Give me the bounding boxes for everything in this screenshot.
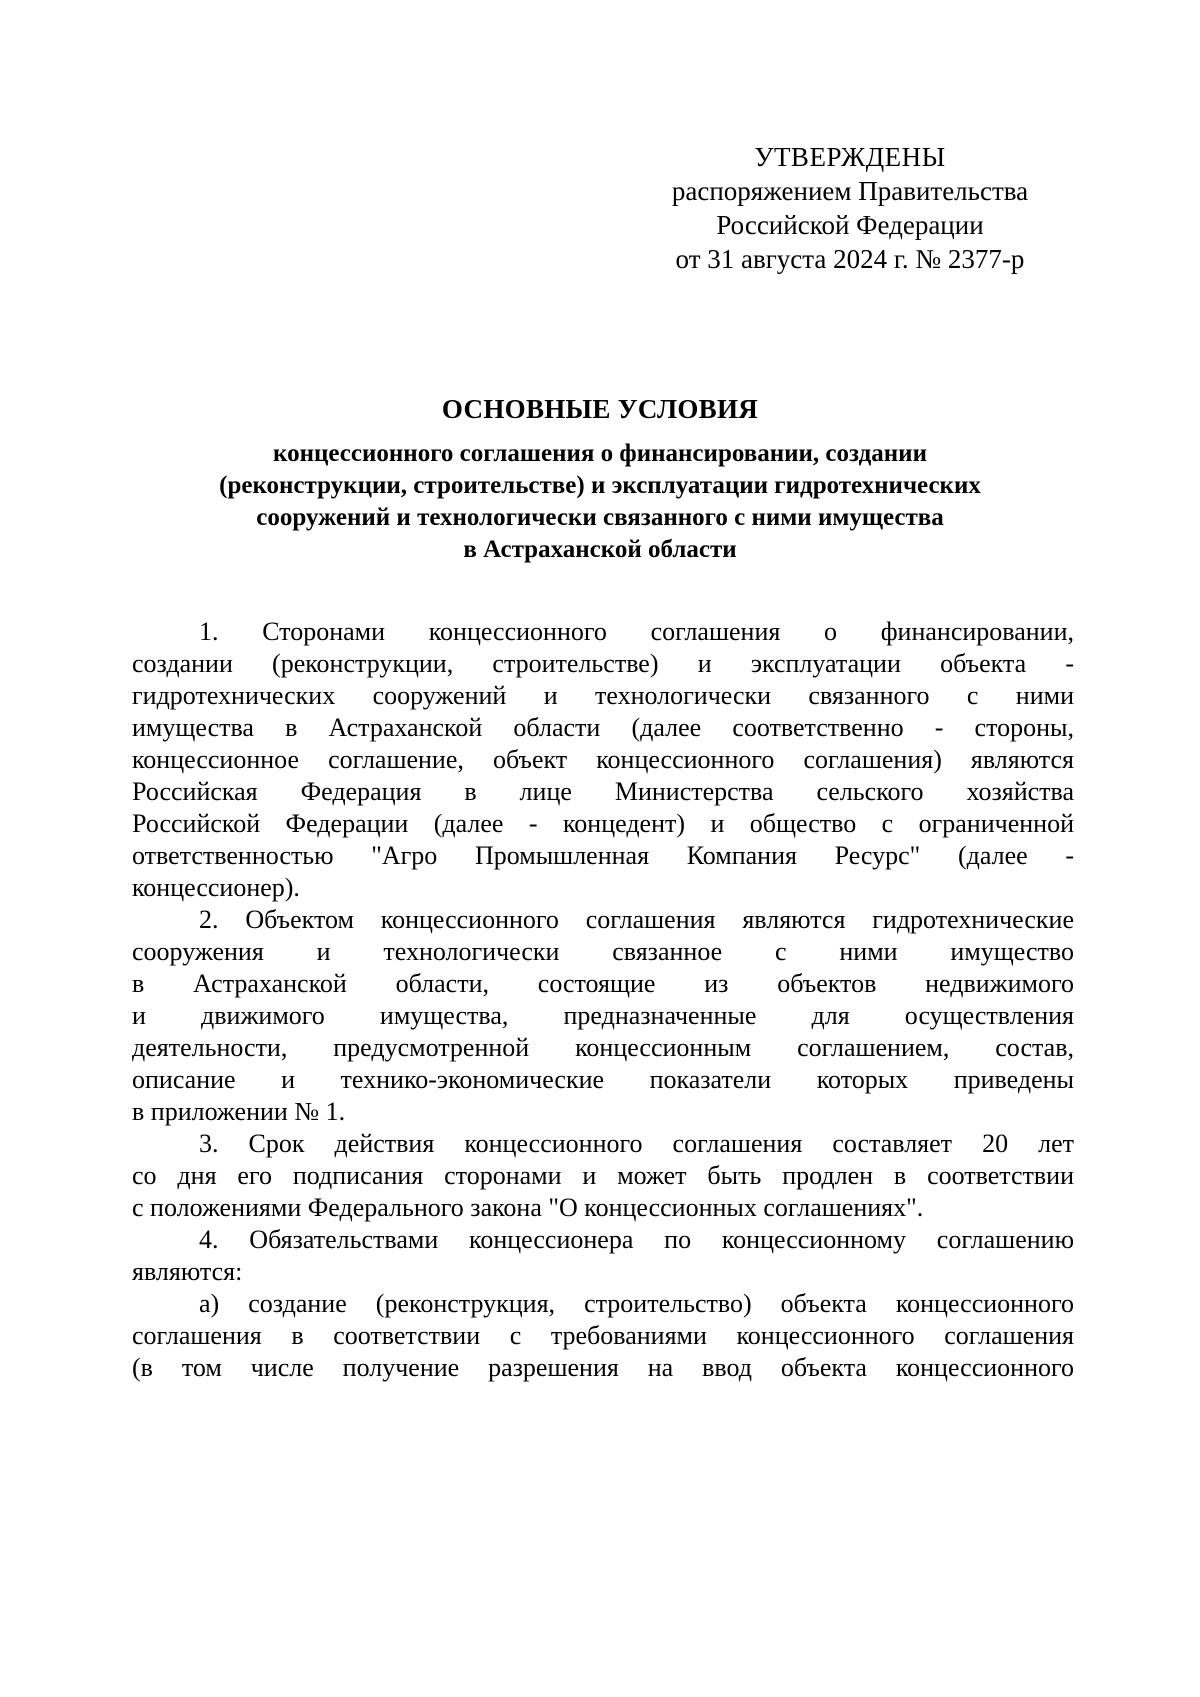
text-line: соглашения в соответствии с требованиями концессионного соглашения [132, 1321, 1074, 1350]
text-line: 3. Срок действия концессионного соглашения составляет 20 лет [199, 1129, 1074, 1158]
document-title [130, 392, 1070, 566]
paragraph-2 [132, 904, 1074, 1128]
text-line: (в том числе получение разрешения на ввод объекта концессионного [132, 1353, 1074, 1382]
approval-line-1: распоряжением Правительства [671, 176, 1029, 206]
text-line: и движимого имущества, предназначенные для осуществления [132, 1001, 1074, 1030]
text-line: а) создание (реконструкция, строительство) объекта концессионного [199, 1289, 1074, 1318]
paragraph-1 [132, 616, 1074, 904]
title-sub-line: в Астраханской области [463, 536, 737, 563]
text-line: сооружения и технологически связанное с ними имущество [132, 937, 1074, 966]
text-line: Российской Федерации (далее - концедент) и общество с ограниченной [132, 809, 1074, 838]
text-line: гидротехнических сооружений и технологически связанного с ними [132, 681, 1074, 710]
text-line: деятельности, предусмотренной концессионным соглашением, состав, [132, 1033, 1074, 1062]
text-line: 1. Сторонами концессионного соглашения о финансировании, [199, 617, 1074, 646]
approval-line-2: Российской Федерации [716, 210, 984, 240]
approval-line-3: от 31 августа 2024 г. № 2377-р [675, 244, 1025, 274]
text-line: имущества в Астраханской области (далее соответственно - стороны, [132, 713, 1074, 742]
text-line: в приложении № 1. [132, 1097, 346, 1126]
text-line: описание и технико-экономические показатели которых приведены [132, 1065, 1074, 1094]
text-line: в Астраханской области, состоящие из объектов недвижимого [132, 969, 1074, 998]
text-line: с положениями Федерального закона "О концессионных соглашениях". [132, 1193, 924, 1222]
text-line: являются: [132, 1257, 243, 1286]
text-line: со дня его подписания сторонами и может быть продлен в соответствии [132, 1161, 1074, 1190]
paragraph-4 [132, 1224, 1074, 1288]
title-sub-line: сооружений и технологически связанного с ними имущества [256, 504, 944, 531]
paragraph-4a [132, 1288, 1074, 1384]
text-line: ответственностью "Агро Промышленная Компания Ресурс" (далее - [132, 841, 1074, 870]
text-line: 4. Обязательствами концессионера по концессионному соглашению [199, 1225, 1074, 1254]
paragraph-3 [132, 1128, 1074, 1224]
text-line: 2. Объектом концессионного соглашения являются гидротехнические [199, 905, 1074, 934]
title-sub-line: (реконструкции, строительстве) и эксплуатации гидротехнических [219, 472, 981, 499]
text-line: Российская Федерация в лице Министерства сельского хозяйства [132, 777, 1074, 806]
text-line: концессионер). [132, 873, 300, 902]
text-line: создании (реконструкции, строительстве) и эксплуатации объекта - [132, 649, 1074, 678]
document-body [132, 616, 1074, 1384]
approval-block [620, 140, 1080, 276]
title-sub-line: концессионного соглашения о финансировании, создании [273, 440, 927, 467]
text-line: концессионное соглашение, объект концессионного соглашения) являются [132, 745, 1074, 774]
approval-heading: УТВЕРЖДЕНЫ [754, 142, 946, 172]
title-main: ОСНОВНЫЕ УСЛОВИЯ [441, 394, 759, 424]
